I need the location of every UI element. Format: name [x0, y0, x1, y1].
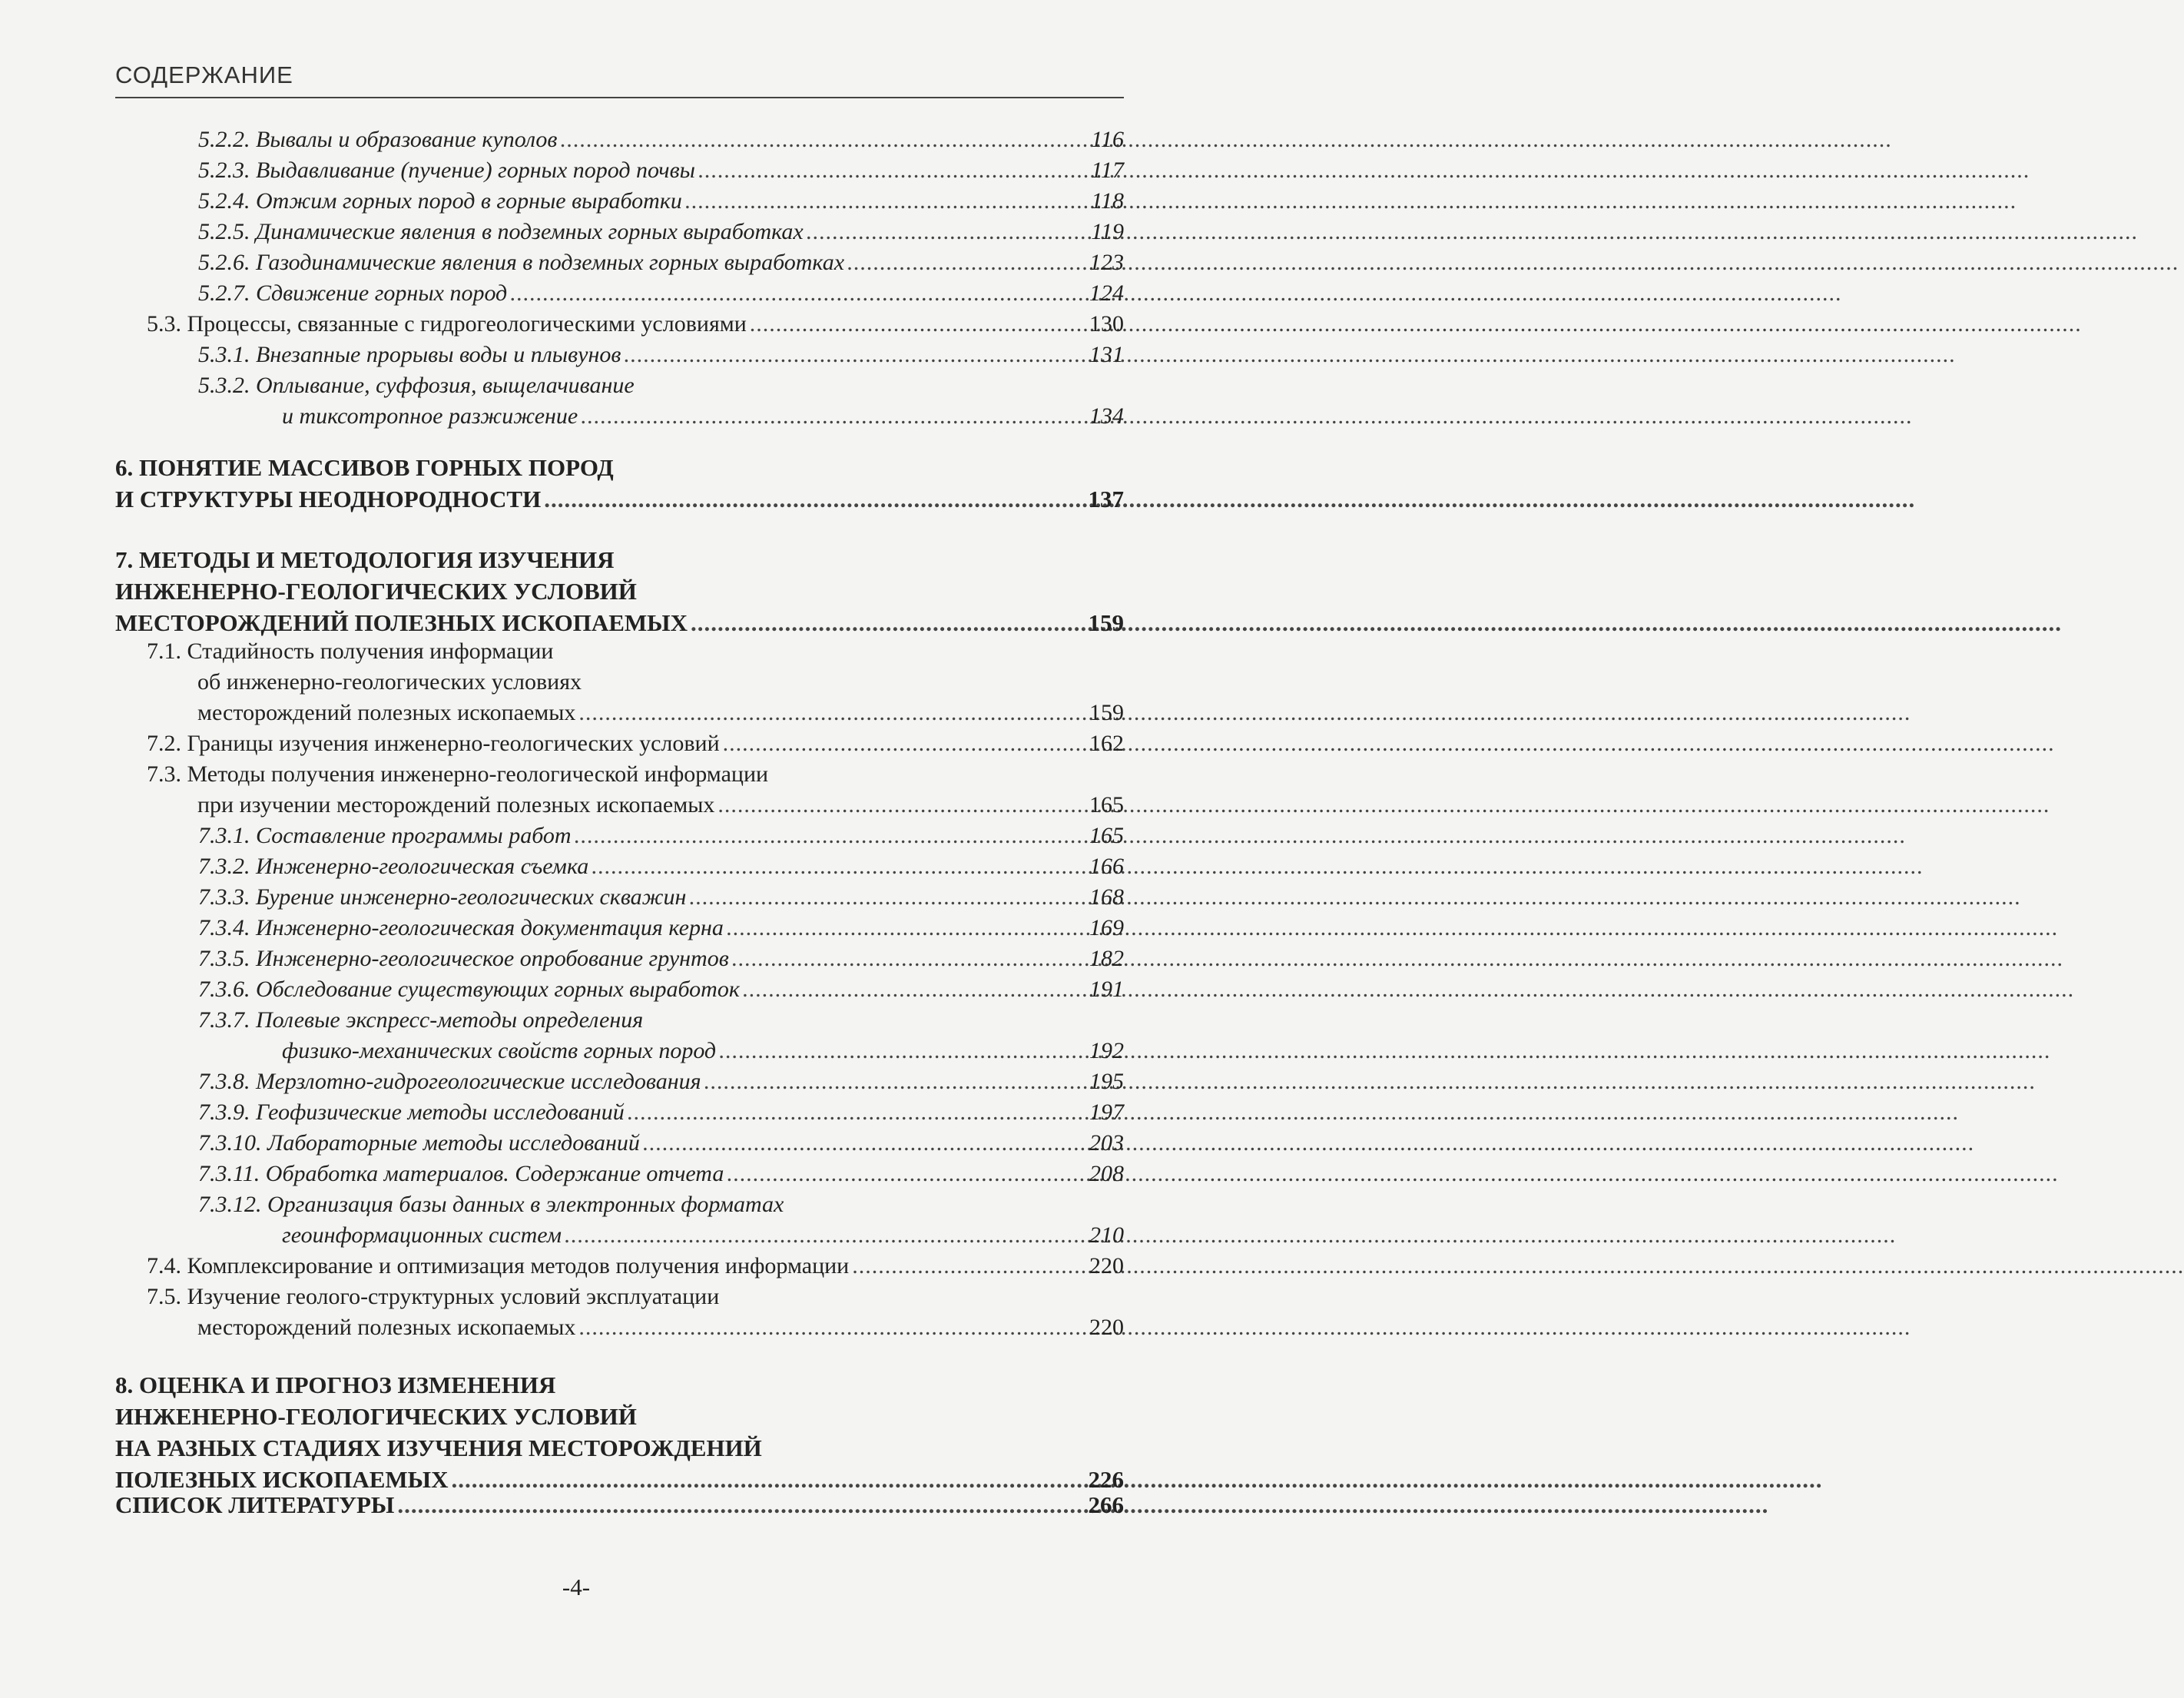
toc-page-number: 134 — [1089, 403, 1124, 429]
toc-page-number: 220 — [1089, 1315, 1124, 1340]
toc-entry-title-line: 7.3. Методы получения инженерно-геологической информации — [147, 761, 769, 787]
dot-leader — [807, 217, 1089, 247]
toc-page-number: 166 — [1089, 854, 1124, 879]
toc-entry-title-line: месторождений полезных ископаемых — [197, 700, 576, 725]
toc-page-number: 210 — [1089, 1222, 1124, 1248]
toc-entry-title-line: 5.2.7. Сдвижение горных пород — [198, 280, 508, 306]
dot-leader — [689, 882, 1086, 913]
toc-chapter — [115, 1369, 1124, 1495]
toc-page-number: 131 — [1089, 342, 1124, 367]
dot-leader — [575, 821, 1086, 851]
toc-entry — [198, 1005, 1124, 1066]
toc-entry — [147, 728, 1124, 759]
toc-entry — [198, 1189, 1124, 1251]
page-number: -4- — [562, 1574, 591, 1600]
dot-leader — [750, 309, 1086, 340]
dot-leader — [544, 483, 1085, 515]
toc-entry-title-line: ПОЛЕЗНЫХ ИСКОПАЕМЫХ — [115, 1466, 449, 1493]
toc-entry — [147, 1282, 1124, 1343]
toc-entry — [147, 759, 1124, 821]
toc-entry-title-line: НА РАЗНЫХ СТАДИЯХ ИЗУЧЕНИЯ МЕСТОРОЖДЕНИЙ — [115, 1434, 762, 1461]
toc-entry-title-line: И СТРУКТУРЫ НЕОДНОРОДНОСТИ — [115, 486, 542, 512]
toc-entry-title-line: при изучении месторождений полезных ископаемых — [197, 792, 715, 817]
toc-entry — [198, 1097, 1124, 1128]
toc-entry-title-line: 7.3.7. Полевые экспресс-методы определения — [198, 1007, 644, 1033]
toc-entry — [198, 851, 1124, 882]
toc-entry-title-line: 7.3.6. Обследование существующих горных выработок — [198, 977, 740, 1002]
toc-page-number: 162 — [1089, 731, 1124, 756]
toc-entry-title-line: СПИСОК ЛИТЕРАТУРЫ — [115, 1491, 395, 1518]
toc-entry — [198, 944, 1124, 974]
toc-entry-title-line: 5.2.4. Отжим горных пород в горные выработки — [198, 188, 682, 214]
dot-leader — [397, 1489, 1085, 1521]
toc-chapter — [115, 1489, 1124, 1521]
toc-entry — [198, 247, 1124, 278]
dot-leader — [691, 607, 1085, 638]
toc-entry-title-line: 7.2. Границы изучения инженерно-геологических условий — [147, 731, 720, 756]
dot-leader — [723, 728, 1086, 759]
toc-entry-title-line: 5.3. Процессы, связанные с гидрогеологическими условиями — [147, 311, 747, 337]
dot-leader — [732, 944, 1086, 974]
toc-chapter — [115, 544, 1124, 638]
toc-entry-title-line: 5.3.1. Внезапные прорывы воды и плывунов — [198, 342, 621, 367]
toc-entry — [198, 340, 1124, 370]
toc-entry-title-line: об инженерно-геологических условиях — [197, 669, 582, 695]
dot-leader — [685, 186, 1088, 217]
toc-entry — [198, 370, 1124, 432]
dot-leader — [727, 1159, 1086, 1189]
toc-entry-title-line: 5.3.2. Оплывание, суффозия, выщелачивание — [198, 373, 635, 398]
dot-leader — [624, 340, 1086, 370]
toc-entry-title-line: 7.4. Комплексирование и оптимизация методов получения информации — [147, 1253, 850, 1278]
toc-entry-title-line: 5.2.2. Вывалы и образование куполов — [198, 127, 558, 152]
toc-entry-title-line: 7.5. Изучение геолого-структурных условий эксплуатации — [147, 1284, 720, 1309]
toc-page-number: 226 — [1088, 1466, 1124, 1493]
toc-entry — [198, 974, 1124, 1005]
dot-leader — [578, 698, 1086, 728]
toc-entry-title-line: МЕСТОРОЖДЕНИЙ ПОЛЕЗНЫХ ИСКОПАЕМЫХ — [115, 609, 688, 636]
dot-leader — [719, 1036, 1086, 1066]
toc-page-number: 137 — [1088, 486, 1124, 512]
toc-entry-title-line: 5.2.6. Газодинамические явления в подземных горных выработках — [198, 250, 845, 275]
toc-page-number: 165 — [1089, 823, 1124, 848]
toc-entry-title-line: месторождений полезных ископаемых — [197, 1315, 576, 1340]
header-rule — [115, 97, 1124, 98]
toc-entry — [198, 186, 1124, 217]
toc-page-number: 266 — [1088, 1491, 1124, 1518]
toc-entry — [198, 155, 1124, 186]
toc-page-number: 182 — [1089, 946, 1124, 971]
dot-leader — [727, 913, 1086, 944]
toc-entry — [198, 913, 1124, 944]
toc-page-number: 159 — [1089, 700, 1124, 725]
toc-entry-title-line: 7.3.2. Инженерно-геологическая съемка — [198, 854, 589, 879]
toc-entry-title-line: 6. ПОНЯТИЕ МАССИВОВ ГОРНЫХ ПОРОД — [115, 454, 614, 481]
toc-entry — [198, 1128, 1124, 1159]
toc-page-number: 165 — [1089, 792, 1124, 817]
toc-entry — [198, 821, 1124, 851]
toc-entry — [198, 1159, 1124, 1189]
dot-leader — [643, 1128, 1086, 1159]
toc-entry — [147, 636, 1124, 728]
toc-page-number: 197 — [1089, 1099, 1124, 1125]
toc-entry-title-line: 7.3.1. Составление программы работ — [198, 823, 572, 848]
toc-entry — [198, 882, 1124, 913]
toc-page-number: 119 — [1091, 219, 1124, 244]
dot-leader — [578, 1312, 1086, 1343]
toc-entry-title-line: 7.3.9. Геофизические методы исследований — [198, 1099, 625, 1125]
toc-entry-title-line: 7.3.4. Инженерно-геологическая документация керна — [198, 915, 724, 940]
toc-entry-title-line: 7.1. Стадийность получения информации — [147, 638, 554, 664]
toc-page-number: 192 — [1089, 1038, 1124, 1063]
toc-entry-title-line: 7.3.5. Инженерно-геологическое опробование грунтов — [198, 946, 729, 971]
dot-leader — [592, 851, 1086, 882]
toc-entry-title-line: 5.2.3. Выдавливание (пучение) горных пород почвы — [198, 158, 695, 183]
dot-leader — [743, 974, 1086, 1005]
toc-entry-title-line: ИНЖЕНЕРНО-ГЕОЛОГИЧЕСКИХ УСЛОВИЙ — [115, 578, 637, 605]
toc-page-number: 208 — [1089, 1161, 1124, 1186]
toc-entry-title-line: и тиксотропное разжижение — [282, 403, 578, 429]
dot-leader — [628, 1097, 1086, 1128]
toc-entry-title-line: 7.3.3. Бурение инженерно-геологических скважин — [198, 884, 687, 910]
dot-leader — [847, 247, 1086, 278]
toc-entry — [198, 124, 1124, 155]
dot-leader — [581, 401, 1086, 432]
toc-page-number: 116 — [1091, 127, 1124, 152]
toc-entry-title-line: физико-механических свойств горных пород — [282, 1038, 717, 1063]
toc-entry-title-line: 7.3.8. Мерзлотно-гидрогеологические исследования — [198, 1069, 701, 1094]
toc-page-number: 220 — [1089, 1253, 1124, 1278]
toc-entry-title-line: геоинформационных систем — [282, 1222, 562, 1248]
toc-entry-title-line: 8. ОЦЕНКА И ПРОГНОЗ ИЗМЕНЕНИЯ — [115, 1371, 556, 1398]
toc-page-number: 117 — [1091, 158, 1124, 183]
toc-entry-title-line: 5.2.5. Динамические явления в подземных горных выработках — [198, 219, 804, 244]
toc-entry-title-line: 7. МЕТОДЫ И МЕТОДОЛОГИЯ ИЗУЧЕНИЯ — [115, 546, 615, 573]
toc-entry-title-line: ИНЖЕНЕРНО-ГЕОЛОГИЧЕСКИХ УСЛОВИЙ — [115, 1403, 637, 1430]
toc-entry-title-line: 7.3.11. Обработка материалов. Содержание отчета — [198, 1161, 724, 1186]
toc-entry — [198, 1066, 1124, 1097]
toc-entry — [198, 217, 1124, 247]
toc-entry — [147, 1251, 1124, 1282]
toc-page-number: 123 — [1089, 250, 1124, 275]
toc-chapter — [115, 452, 1124, 515]
toc-page-number: 124 — [1089, 280, 1124, 306]
dot-leader — [718, 790, 1086, 821]
toc-page-number: 159 — [1088, 609, 1124, 636]
toc-page-number: 195 — [1089, 1069, 1124, 1094]
toc-page-number: 169 — [1089, 915, 1124, 940]
dot-leader — [698, 155, 1088, 186]
toc-entry-title-line: 7.3.12. Организация базы данных в электронных форматах — [198, 1192, 784, 1217]
dot-leader — [510, 278, 1086, 309]
running-head: СОДЕРЖАНИЕ — [115, 61, 293, 88]
toc-entry — [198, 278, 1124, 309]
toc-page-number: 168 — [1089, 884, 1124, 910]
toc-entry-title-line: 7.3.10. Лабораторные методы исследований — [198, 1130, 640, 1156]
toc-page-number: 130 — [1089, 311, 1124, 337]
dot-leader — [560, 124, 1088, 155]
toc-page-number: 118 — [1091, 188, 1124, 214]
dot-leader — [565, 1220, 1086, 1251]
toc-page-number: 191 — [1089, 977, 1124, 1002]
dot-leader — [704, 1066, 1086, 1097]
toc-page-number: 203 — [1089, 1130, 1124, 1156]
dot-leader — [852, 1251, 1086, 1282]
toc-entry — [147, 309, 1124, 340]
